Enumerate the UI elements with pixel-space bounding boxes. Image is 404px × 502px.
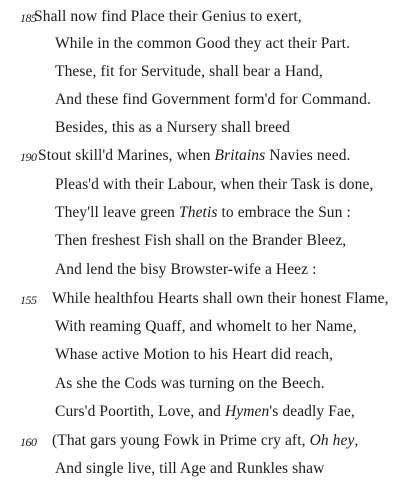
poem-line	[0, 5, 404, 29]
italic-name: Oh hey	[309, 432, 355, 449]
poem-line	[0, 429, 404, 453]
line-text: As she the Cods was turning on the Beech.	[55, 375, 325, 392]
line-text	[52, 429, 358, 453]
italic-name: Britains	[214, 147, 266, 164]
line-text	[55, 201, 351, 225]
line-number: 190	[20, 150, 37, 164]
line-text-part: Curs'd Poortith, Love, and	[55, 403, 225, 420]
line-text: Shall now find Place their Genius to exert,	[34, 8, 302, 25]
line-text	[55, 400, 355, 424]
line-text: These, fit for Servitude, shall bear a Hand,	[55, 63, 323, 80]
poem-line	[0, 287, 404, 311]
poem-line	[0, 372, 404, 396]
poem-line	[0, 201, 404, 225]
poem-line	[0, 116, 404, 140]
line-text-part: ,	[354, 432, 359, 449]
poem-line	[0, 32, 404, 56]
poem-line	[0, 315, 404, 339]
line-text: While healthfou Hearts shall own their honest Flame,	[52, 290, 389, 307]
poem-line	[0, 457, 404, 481]
poem-line	[0, 343, 404, 367]
poem-line	[0, 144, 404, 168]
line-text-part: 's deadly Fae,	[269, 403, 355, 420]
line-text: With reaming Quaff, and whomelt to her Name,	[55, 318, 357, 335]
line-text: Then freshest Fish shall on the Brander Bleez,	[55, 232, 347, 249]
poem-line	[0, 60, 404, 84]
poem-line	[0, 229, 404, 253]
line-text	[38, 144, 351, 168]
line-text: Pleas'd with their Labour, when their Task is done,	[55, 176, 374, 193]
line-text-part: Navies need.	[265, 147, 351, 164]
line-text: While in the common Good they act their Part.	[55, 35, 351, 52]
line-number: 185	[20, 11, 37, 25]
line-number: 155	[20, 293, 37, 307]
line-text-part: Stout skill'd Marines, when	[38, 147, 215, 164]
italic-name: Thetis	[179, 204, 218, 221]
line-text: And these find Government form'd for Command.	[55, 91, 371, 108]
line-text: And single live, till Age and Runkles shaw	[55, 460, 325, 477]
line-text: And lend the bisy Browster-wife a Heez :	[55, 261, 317, 278]
line-text-part: (That gars young Fowk in Prime cry aft,	[52, 432, 310, 449]
poem-line	[0, 400, 404, 424]
poem-line	[0, 258, 404, 282]
line-text: Whase active Motion to his Heart did reach,	[55, 346, 334, 363]
poem-line	[0, 173, 404, 197]
line-text-part: They'll leave green	[55, 204, 179, 221]
italic-name: Hymen	[224, 403, 270, 420]
line-number: 160	[20, 435, 37, 449]
poem-line	[0, 88, 404, 112]
line-text-part: to embrace the Sun :	[217, 204, 351, 221]
line-text: Besides, this as a Nursery shall breed	[55, 119, 290, 136]
